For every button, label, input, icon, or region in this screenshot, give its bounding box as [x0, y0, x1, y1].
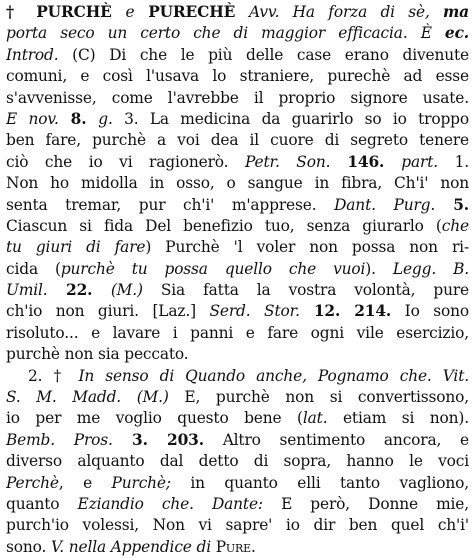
text-run: PURECHÈ: [134, 3, 249, 21]
dictionary-entry: [6, 2, 469, 558]
text-run: Non ho midolla in osso, o sangue in fibra, Ch'i' non: [6, 174, 469, 193]
text-run: g.: [98, 109, 113, 128]
entry-line: [6, 23, 469, 44]
text-run: 3. La medicina da guarirlo so io troppo: [112, 109, 469, 128]
entry-line: [6, 537, 469, 558]
text-run: Avv. Ha forza di sè,: [249, 3, 444, 21]
text-run: Sia fatta la vostra volontà, pure: [142, 281, 469, 300]
entry-line: [6, 45, 469, 66]
entry-line: [6, 387, 469, 408]
text-run: Purchè;: [111, 473, 171, 492]
entry-line: [6, 152, 469, 173]
text-run: purch'io volessi, Non vi sapre' io dir ben quel ch'i': [6, 516, 469, 535]
entry-line: [6, 280, 469, 301]
entry-line: [6, 451, 469, 472]
text-run: † PURCHÈ: [6, 3, 126, 21]
text-run: Pure.: [215, 537, 256, 556]
text-run: Ciascun si fida Del benefizio tuo, senza giurarlo (: [6, 216, 442, 235]
text-run: porta seco un certo che di maggior efficacia. È: [6, 24, 445, 43]
text-run: diverso alquanto dal detto di sopra, hanno le voci: [6, 452, 469, 471]
entry-line: [6, 216, 469, 237]
text-run: Eziandio che. Dante:: [77, 494, 263, 513]
text-run: S. M. Madd. (M.): [6, 388, 169, 407]
text-run: etiam si non).: [327, 409, 469, 428]
text-run: che: [441, 216, 469, 235]
text-run: 146.: [330, 152, 402, 171]
entry-line: [6, 344, 469, 365]
text-run: ec.: [444, 24, 469, 43]
text-run: purchè non sia peccato.: [6, 345, 189, 364]
text-run: purchè tu possa quello che vuoi: [60, 259, 366, 278]
text-run: E, purchè non si convertissono,: [168, 388, 469, 407]
entry-line: [6, 515, 469, 536]
entry-line: [6, 195, 469, 216]
text-run: ciò che io vi ragionerò.: [6, 152, 245, 171]
entry-line: [6, 494, 469, 515]
text-run: s'avvenisse, come l'avrebbe il proprio signore usate.: [6, 88, 469, 107]
text-run: e: [125, 3, 135, 21]
text-run: Bemb. Pros.: [6, 430, 113, 449]
text-run: Petr. Son.: [244, 152, 331, 171]
entry-line: [6, 430, 469, 451]
text-run: 12. 214.: [299, 302, 392, 321]
text-run: ben fare, purchè a voi dea il cuore di segreto tenere: [6, 131, 469, 150]
text-run: , e: [58, 473, 112, 492]
entry-line: [6, 237, 469, 258]
text-run: In senso di Quando anche, Pognamo che. Vit.: [78, 366, 469, 385]
entry-line: [6, 2, 469, 23]
text-run: comuni, e così l'usava lo straniere, purechè ad esse: [6, 67, 469, 86]
text-run: 2. †: [28, 366, 79, 385]
text-run: (C) Di che le più delle case erano divenute: [58, 45, 469, 64]
entry-line: [6, 130, 469, 151]
entry-line: [6, 301, 469, 322]
entry-line: [6, 109, 469, 130]
entry-line: [6, 323, 469, 344]
text-run: Introd.: [6, 45, 59, 64]
text-run: 3. 203.: [112, 430, 204, 449]
entry-line: [6, 173, 469, 194]
text-run: 22.: [47, 281, 111, 300]
text-run: quanto: [6, 494, 78, 513]
text-run: lat.: [302, 409, 328, 428]
text-run: Altro sentimento ancora, e: [203, 430, 469, 449]
text-run: in quanto elli tanto vagliono,: [170, 473, 469, 492]
text-run: ) Purchè 'l voler non possa non ri-: [145, 238, 469, 257]
text-run: E nov.: [6, 109, 59, 128]
text-run: (M.): [110, 281, 143, 300]
text-run: Perchè: [6, 473, 59, 492]
text-run: tu giuri di fare: [6, 238, 146, 257]
text-run: Io sono: [391, 302, 469, 321]
text-run: Dant. Purg.: [334, 195, 436, 214]
entry-line: [6, 473, 469, 494]
text-run: 8.: [58, 109, 99, 128]
text-run: E però, Donne mie,: [262, 494, 469, 513]
entry-line: [6, 259, 469, 280]
text-run: part.: [401, 152, 439, 171]
text-run: 5.: [435, 195, 469, 214]
entry-line: [6, 88, 469, 109]
text-run: Serd. Stor.: [209, 302, 300, 321]
text-run: 1.: [438, 152, 469, 171]
text-run: ).: [365, 259, 393, 278]
text-run: ma: [443, 3, 469, 21]
entry-line: [6, 66, 469, 87]
text-run: V. nella Appendice di: [50, 537, 211, 556]
text-run: ch'io non giuri. [Laz.]: [6, 302, 210, 321]
text-run: Legg. B.: [392, 259, 469, 278]
text-run: io per me voglio questo bene (: [6, 409, 303, 428]
text-run: cida (: [6, 259, 61, 278]
entry-line: [6, 408, 469, 429]
text-run: Umil.: [6, 281, 48, 300]
text-run: senta tremar, pur ch'i' m'apprese.: [6, 195, 335, 214]
text-run: risoluto... e lavare i panni e fare ogni vile esercizio,: [6, 323, 469, 342]
text-run: sono.: [6, 537, 51, 556]
entry-line: [6, 366, 469, 387]
